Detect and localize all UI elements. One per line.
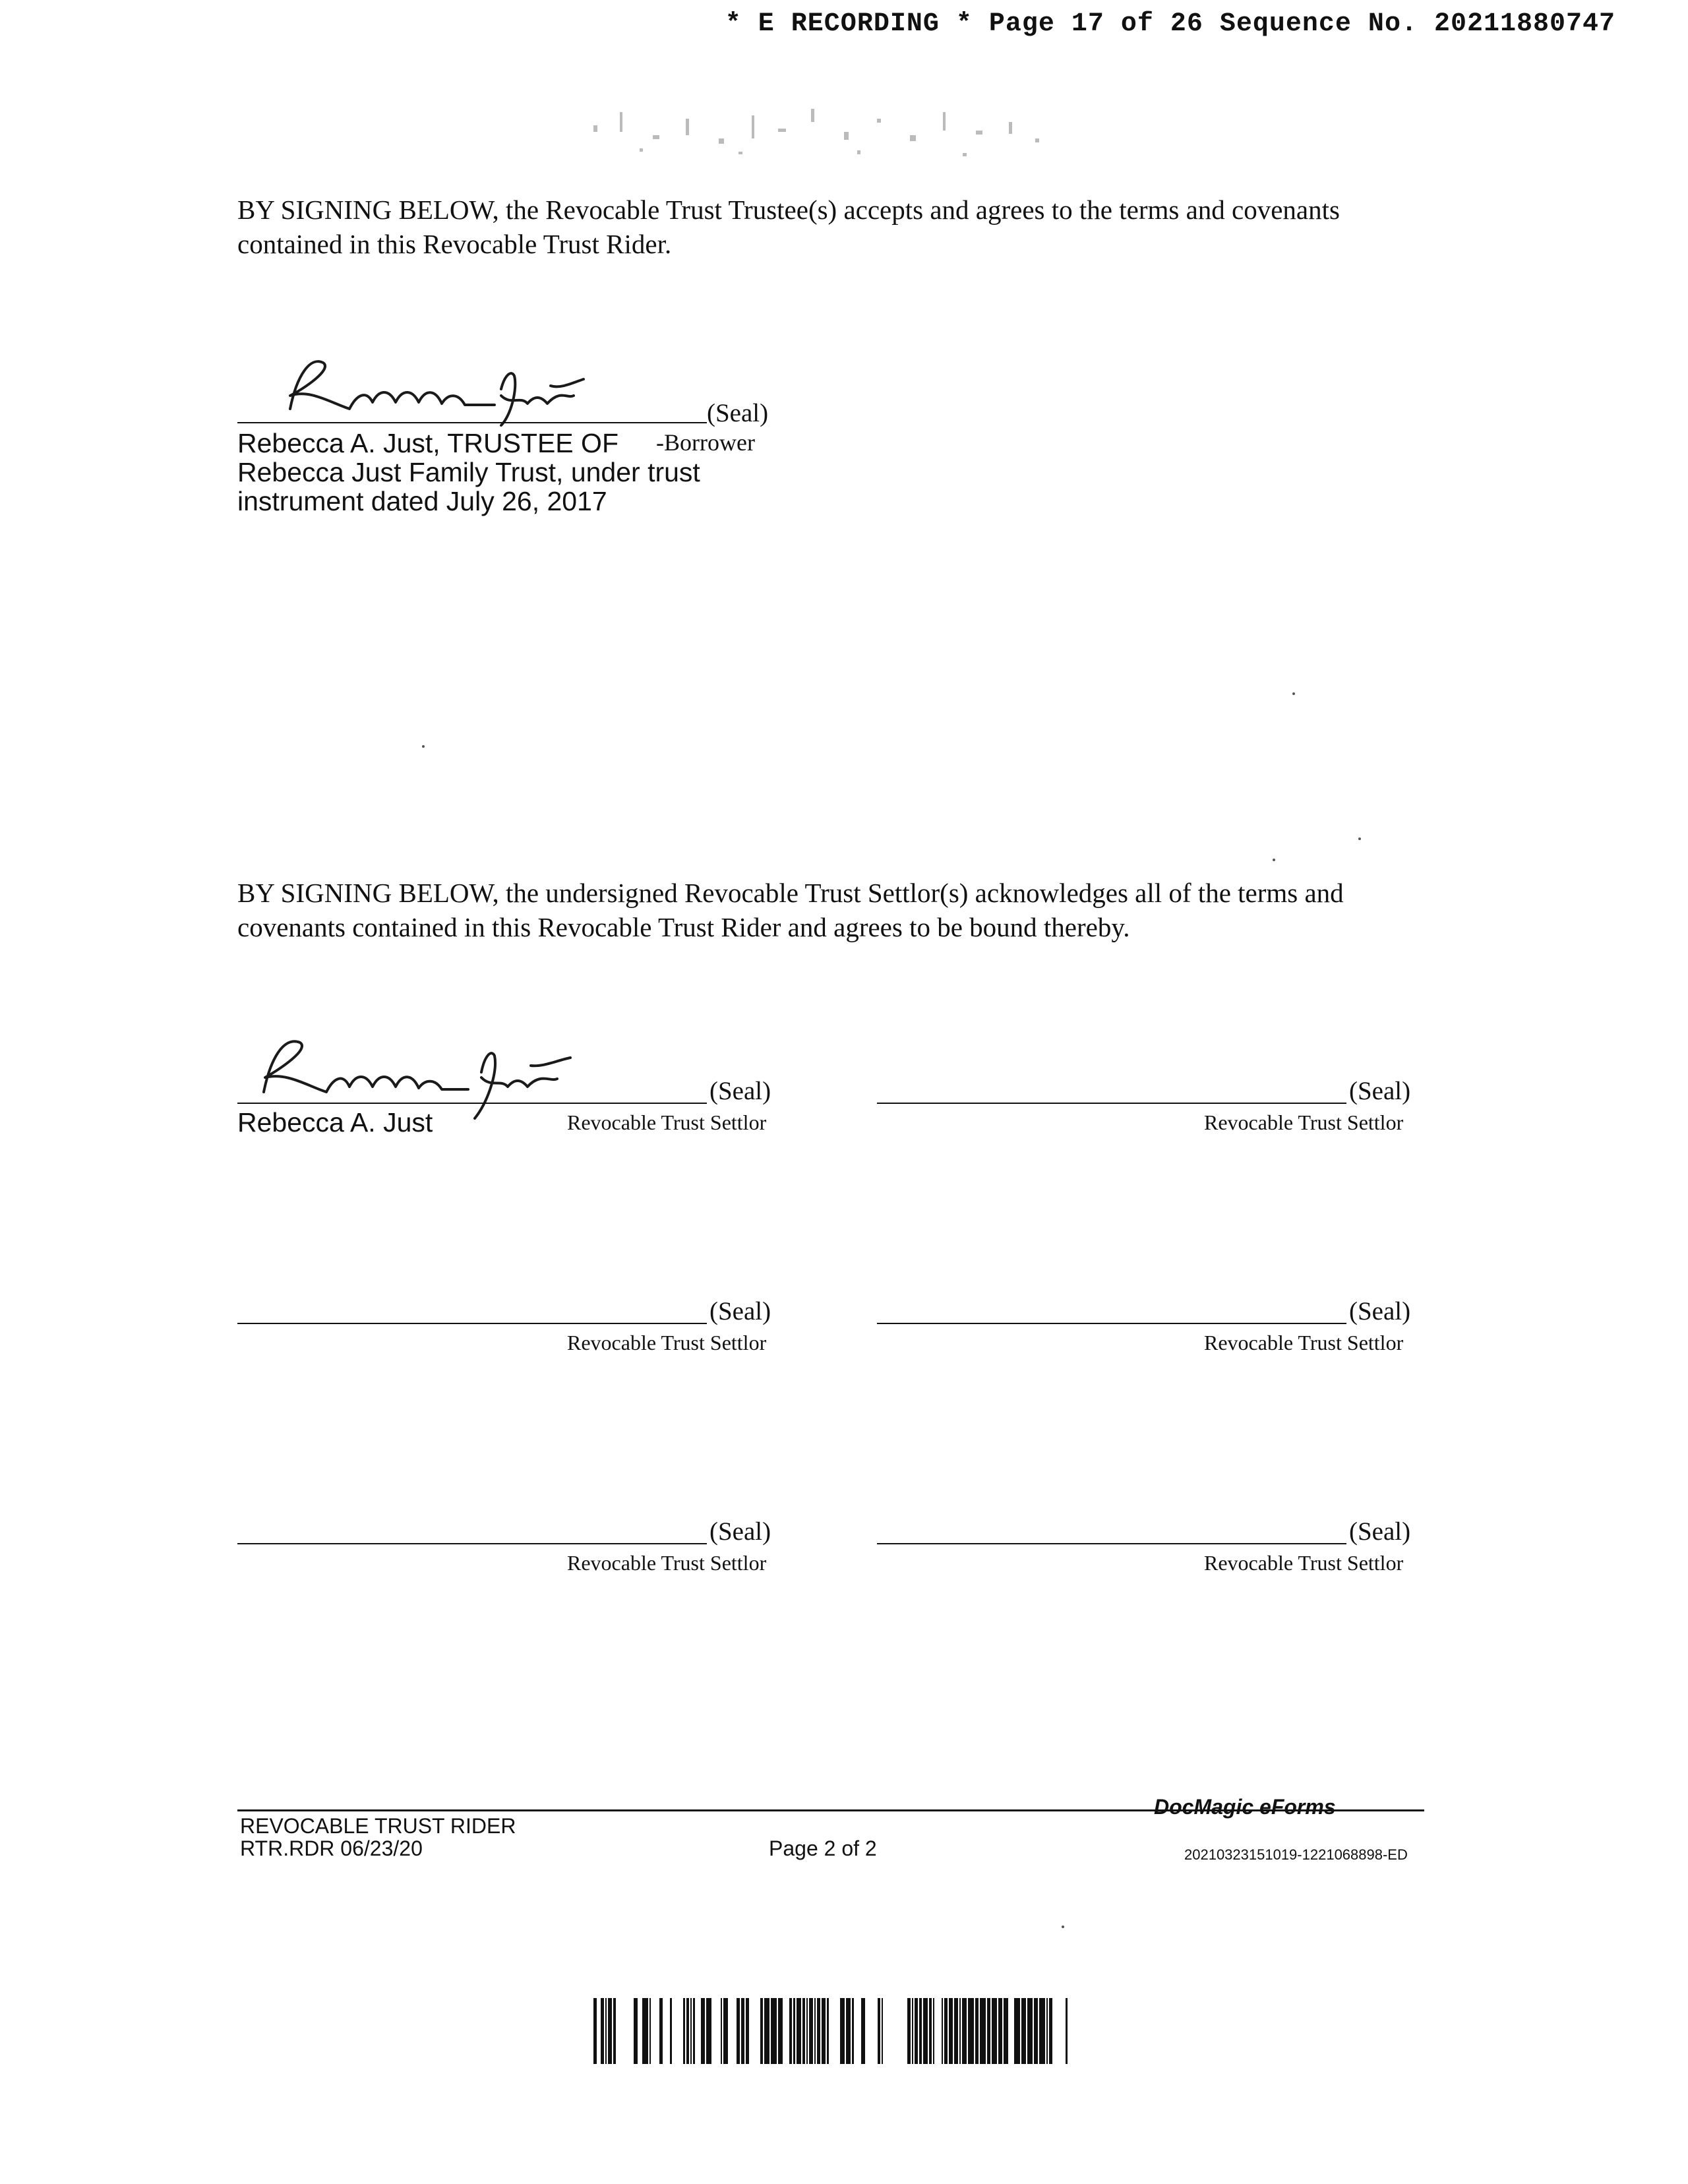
settlor-signature-line-6 bbox=[877, 1543, 1346, 1544]
settlor-signature-line-5 bbox=[237, 1543, 707, 1544]
footer-form-code: RTR.RDR 06/23/20 bbox=[240, 1836, 423, 1860]
settlor-role-label-1: Revocable Trust Settlor bbox=[567, 1110, 767, 1134]
settlor-signature-line-3 bbox=[237, 1323, 707, 1324]
settlor-signature-line-1 bbox=[237, 1103, 707, 1104]
settlor-signature-line-2 bbox=[877, 1103, 1346, 1104]
recording-barcode bbox=[593, 1998, 1068, 2064]
settlor-seal-label-3: (Seal) bbox=[709, 1297, 771, 1325]
settlor-role-label-6: Revocable Trust Settlor bbox=[1204, 1551, 1404, 1575]
settlor-seal-label-2: (Seal) bbox=[1349, 1077, 1411, 1105]
scan-speck bbox=[1062, 1926, 1064, 1928]
settlor-role-label-4: Revocable Trust Settlor bbox=[1204, 1331, 1404, 1354]
trustee-signer-line1: Rebecca A. Just, TRUSTEE OF bbox=[237, 428, 618, 458]
trustee-signer-line2: Rebecca Just Family Trust, under trust bbox=[237, 457, 700, 487]
faint-stamp-mark bbox=[580, 99, 1068, 171]
settlor-statement: BY SIGNING BELOW, the undersigned Revocable Trust Settlor(s) acknowledges all of the terms and covenants contained in this Revocable Trust Rider and agrees to be bound thereby. bbox=[237, 878, 1344, 942]
footer-document-id: 20210323151019-1221068898-ED bbox=[1184, 1846, 1408, 1863]
footer-form-title: REVOCABLE TRUST RIDER bbox=[240, 1814, 516, 1838]
trustee-signature-line bbox=[237, 422, 707, 423]
settlor-role-label-3: Revocable Trust Settlor bbox=[567, 1331, 767, 1354]
trustee-statement: BY SIGNING BELOW, the Revocable Trust Trustee(s) accepts and agrees to the terms and covenants contained in this Revocable Trust Rider. bbox=[237, 195, 1340, 259]
settlor-seal-label-4: (Seal) bbox=[1349, 1297, 1411, 1325]
settlor-role-label-5: Revocable Trust Settlor bbox=[567, 1551, 767, 1575]
scan-speck bbox=[422, 745, 425, 748]
settlor-signer-name: Rebecca A. Just bbox=[237, 1107, 433, 1138]
footer-page-number: Page 2 of 2 bbox=[769, 1836, 877, 1860]
scan-speck bbox=[1358, 837, 1361, 840]
settlor-seal-label-6: (Seal) bbox=[1349, 1517, 1411, 1546]
trustee-signature bbox=[251, 349, 620, 429]
settlor-seal-label-1: (Seal) bbox=[709, 1077, 771, 1105]
trustee-role-label: -Borrower bbox=[656, 429, 755, 456]
settlor-role-label-2: Revocable Trust Settlor bbox=[1204, 1110, 1404, 1134]
scan-speck bbox=[1292, 692, 1295, 695]
settlor-signature-line-4 bbox=[877, 1323, 1346, 1324]
footer-vendor-logo: DocMagic eForms bbox=[1154, 1795, 1336, 1819]
trustee-seal-label: (Seal) bbox=[707, 399, 769, 427]
recording-header: * E RECORDING * Page 17 of 26 Sequence No. 20211880747 bbox=[725, 9, 1615, 39]
scan-speck bbox=[1273, 859, 1275, 861]
settlor-seal-label-5: (Seal) bbox=[709, 1517, 771, 1546]
trustee-signer-line3: instrument dated July 26, 2017 bbox=[237, 486, 607, 516]
